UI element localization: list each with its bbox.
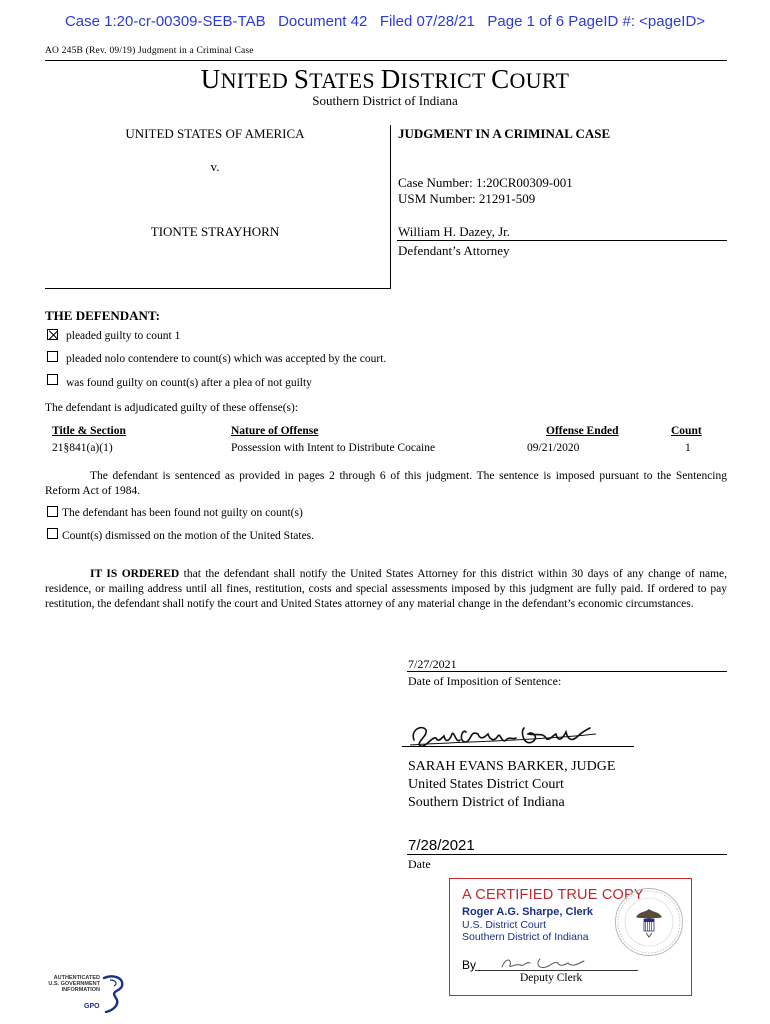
form-identifier: AO 245B (Rev. 09/19) Judgment in a Criminal Case bbox=[45, 46, 254, 56]
court-title-part: TATES bbox=[309, 68, 381, 93]
attorney-label: Defendant’s Attorney bbox=[398, 243, 510, 258]
gpo-badge-line: INFORMATION bbox=[61, 987, 100, 993]
judge-name: SARAH EVANS BARKER, JUDGE bbox=[408, 759, 616, 774]
table-header-title-section: Title & Section bbox=[52, 425, 126, 437]
deputy-signature-line bbox=[475, 970, 638, 971]
court-title bbox=[0, 64, 770, 95]
table-cell-count: 1 bbox=[685, 442, 691, 454]
certified-court-line2: Southern District of Indiana bbox=[462, 931, 589, 943]
pleaded-guilty-checkbox[interactable] bbox=[47, 329, 58, 340]
gpo-mark: GPO bbox=[84, 1003, 100, 1010]
judge-district: Southern District of Indiana bbox=[408, 795, 565, 810]
court-title-part: U bbox=[200, 64, 221, 94]
certified-court-line1: U.S. District Court bbox=[462, 919, 547, 931]
attorney-name: William H. Dazey, Jr. bbox=[398, 224, 510, 239]
table-header-nature: Nature of Offense bbox=[231, 425, 319, 437]
found-guilty-checkbox[interactable] bbox=[47, 374, 58, 385]
case-number: Case Number: 1:20CR00309-001 bbox=[398, 175, 573, 190]
sentence-paragraph: The defendant is sentenced as provided in pages 2 through 6 of this judgment. The sentence is imposed pursuant to the Sentencing Reform Act of 1984. bbox=[45, 470, 727, 497]
attorney-line bbox=[397, 240, 727, 241]
court-title-part: NITED bbox=[220, 68, 294, 93]
court-title-part: ISTRICT bbox=[400, 68, 492, 93]
versus: v. bbox=[210, 159, 220, 174]
table-header-offense-ended: Offense Ended bbox=[546, 425, 619, 437]
certified-by-label: By bbox=[462, 958, 477, 972]
imposition-line bbox=[407, 671, 727, 672]
order-lead: IT IS ORDERED bbox=[90, 568, 180, 580]
pleaded-guilty-label: pleaded guilty to count 1 bbox=[66, 330, 181, 342]
signed-date-label: Date bbox=[408, 857, 431, 871]
court-district: Southern District of Indiana bbox=[312, 93, 458, 108]
signed-date: 7/28/2021 bbox=[408, 837, 475, 854]
adjudicated-text: The defendant is adjudicated guilty of these offense(s): bbox=[45, 402, 299, 414]
gpo-badge-text bbox=[45, 975, 100, 993]
found-guilty-label: was found guilty on count(s) after a plea of not guilty bbox=[66, 377, 312, 389]
imposition-label: Date of Imposition of Sentence: bbox=[408, 674, 562, 688]
certified-title: A CERTIFIED TRUE COPY bbox=[462, 887, 644, 903]
order-text: that the defendant shall notify the United States Attorney for this district within 30 days of any change of name, residence, or mailing address until all fines, restitution, costs and special assessments imposed by this judgment are fully paid. If ordered to pay restitution, the defendant shall notify the court and United States attorney of any material change in the defendant’s economic circumstances. bbox=[45, 568, 727, 610]
gpo-eagle-icon bbox=[100, 972, 130, 1016]
court-title-part: S bbox=[293, 64, 310, 94]
dismissed-label: Count(s) dismissed on the motion of the United States. bbox=[62, 530, 315, 542]
court-title-part: C bbox=[491, 64, 510, 94]
table-header-count: Count bbox=[671, 425, 702, 437]
certified-clerk: Roger A.G. Sharpe, Clerk bbox=[462, 906, 594, 918]
not-guilty-label: The defendant has been found not guilty on count(s) bbox=[62, 507, 303, 519]
caption-divider-vertical bbox=[390, 125, 391, 288]
plaintiff-name: UNITED STATES OF AMERICA bbox=[125, 126, 305, 141]
top-rule bbox=[45, 60, 727, 61]
nolo-contendere-label: pleaded nolo contendere to count(s) which was accepted by the court. bbox=[66, 353, 387, 365]
caption-divider-horizontal bbox=[45, 288, 391, 289]
defendant-heading: THE DEFENDANT: bbox=[45, 308, 160, 323]
gpo-badge-line: U.S. GOVERNMENT bbox=[48, 981, 100, 987]
imposition-date: 7/27/2021 bbox=[408, 657, 457, 671]
usm-number: USM Number: 21291-509 bbox=[398, 191, 536, 206]
judge-court: United States District Court bbox=[408, 777, 564, 792]
table-cell-title-section: 21§841(a)(1) bbox=[52, 442, 113, 454]
court-title-part: D bbox=[380, 64, 401, 94]
document-title: JUDGMENT IN A CRIMINAL CASE bbox=[398, 126, 611, 141]
table-cell-offense-ended: 09/21/2020 bbox=[527, 442, 580, 454]
deputy-clerk-label: Deputy Clerk bbox=[520, 972, 583, 984]
court-title-part: OURT bbox=[509, 68, 570, 93]
order-paragraph bbox=[45, 567, 727, 612]
ecf-header-stamp: Case 1:20-cr-00309-SEB-TAB Document 42 Filed 07/28/21 Page 1 of 6 PageID #: <pageID> bbox=[64, 13, 706, 30]
table-cell-nature: Possession with Intent to Distribute Cocaine bbox=[231, 442, 436, 454]
gpo-badge-line: AUTHENTICATED bbox=[53, 975, 100, 981]
signed-date-line bbox=[407, 854, 727, 855]
defendant-name: TIONTE STRAYHORN bbox=[150, 224, 280, 239]
court-seal-icon bbox=[615, 888, 683, 956]
judge-signature-line bbox=[402, 746, 634, 747]
nolo-contendere-checkbox[interactable] bbox=[47, 351, 58, 362]
dismissed-checkbox[interactable] bbox=[47, 528, 58, 539]
not-guilty-checkbox[interactable] bbox=[47, 506, 58, 517]
